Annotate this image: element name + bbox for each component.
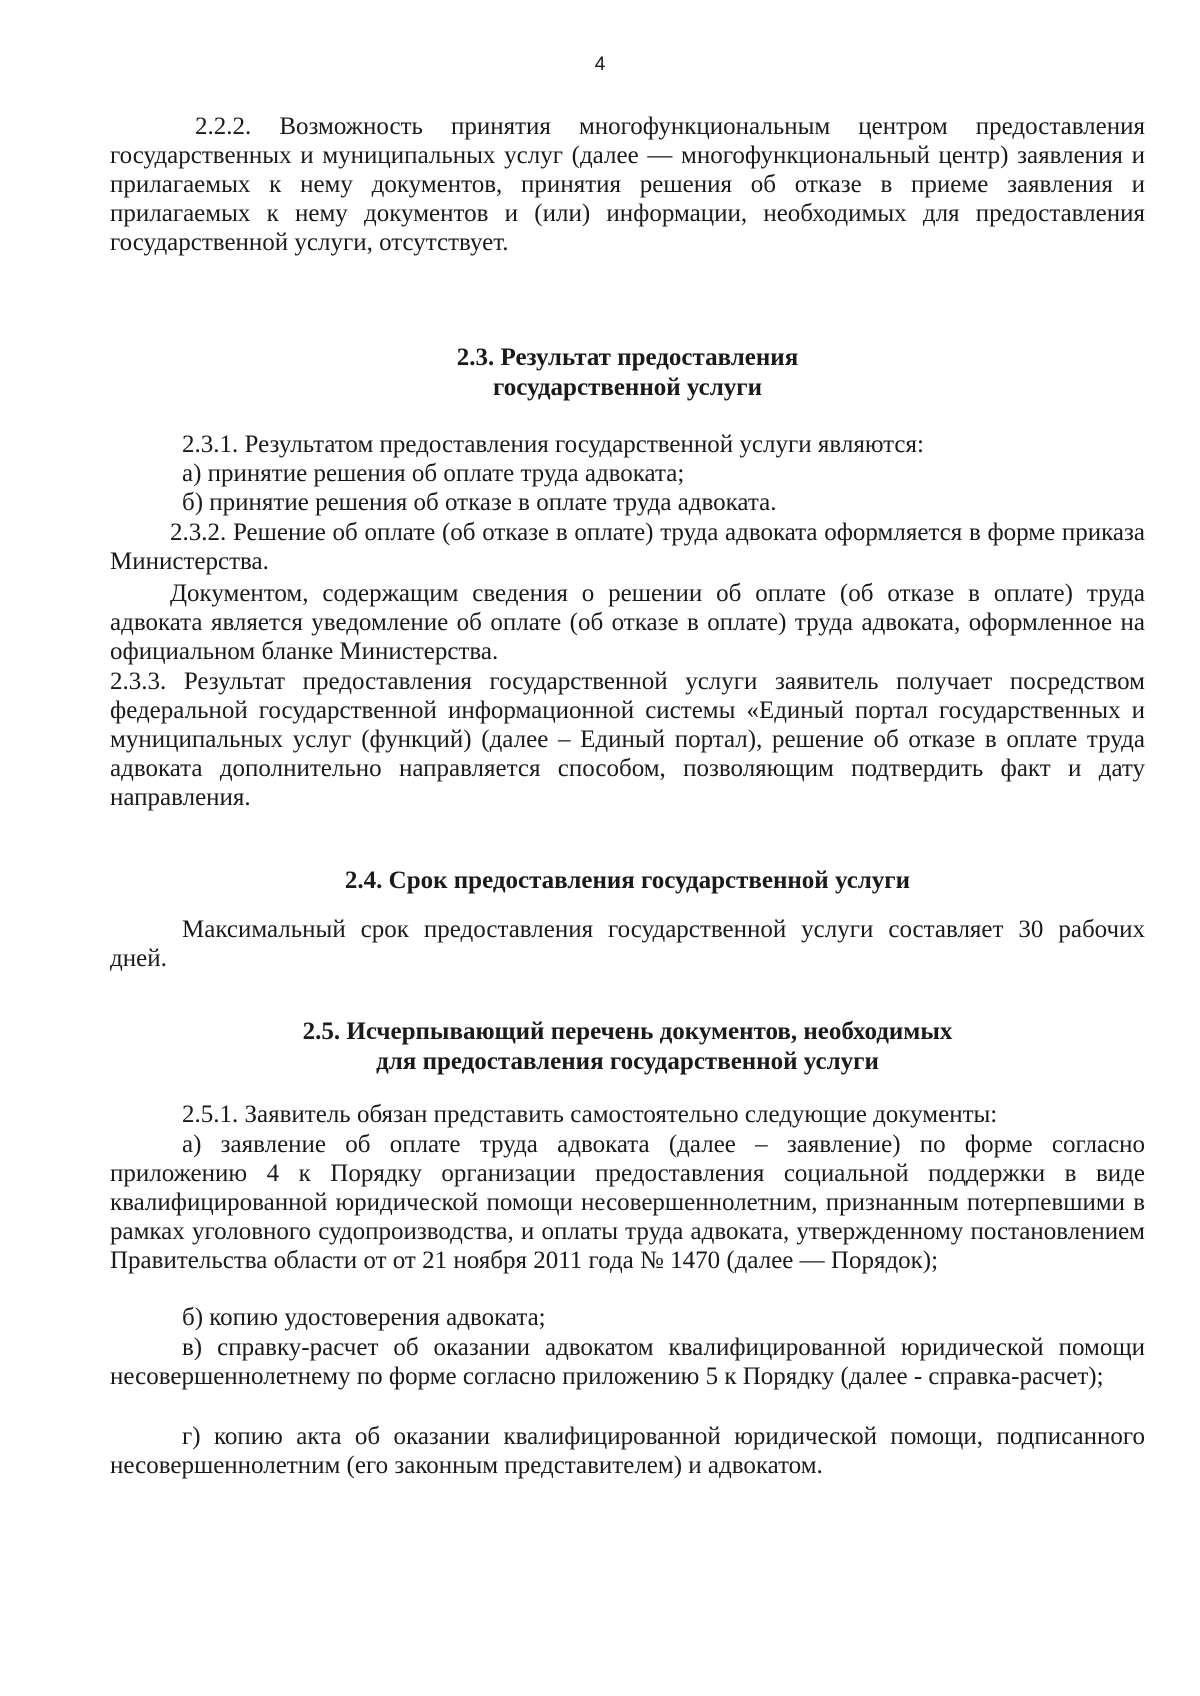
paragraph-2-3-1: 2.3.1. Результатом предоставления государственной услуги являются: xyxy=(182,431,924,458)
paragraph-2-2-2: 2.2.2. Возможность принятия многофункциональным центром предоставления государственных и муниципальных услуг (далее — многофункциональный центр) заявления и прилагаемых к нему документов, принятия решения об отказе в приеме заявления и прилагаемых к нему документов и (или) информации, необходимых для предоставления государственной услуги, отсутствует. xyxy=(110,113,1145,256)
paragraph-2-5-1-b: б) копию удостоверения адвоката; xyxy=(182,1304,546,1331)
paragraph-2-3-3: 2.3.3. Результат предоставления государственной услуги заявитель получает посредством федеральной государственной информационной системы «Единый портал государственных и муниципальных услуг (функций) (далее – Единый портал), решение об отказе в оплате труда адвоката дополнительно направляется способом, позволяющим подтвердить факт и дату направления. xyxy=(110,668,1145,811)
heading-2-3-line2: государственной услуги xyxy=(492,374,763,401)
paragraph-2-4: Максимальный срок предоставления государственной услуги составляет 30 рабочих дней. xyxy=(110,916,1145,972)
paragraph-2-3-1-a: а) принятие решения об оплате труда адвоката; xyxy=(182,460,685,487)
heading-2-5 xyxy=(110,1017,1145,1077)
paragraph-2-3-1-b: б) принятие решения об отказе в оплате труда адвоката. xyxy=(182,489,777,516)
heading-2-5-line2: для предоставления государственной услуги xyxy=(376,1048,879,1075)
heading-2-5-line1: 2.5. Исчерпывающий перечень документов, необходимых xyxy=(302,1018,953,1045)
page-number: 4 xyxy=(594,54,606,75)
heading-2-4: 2.4. Срок предоставления государственной услуги xyxy=(344,867,911,894)
paragraph-2-5-1-v: в) справку-расчет об оказании адвокатом квалифицированной юридической помощи несовершеннолетнему по форме согласно приложению 5 к Порядку (далее - справка-расчет); xyxy=(110,1334,1145,1390)
paragraph-2-5-1: 2.5.1. Заявитель обязан представить самостоятельно следующие документы: xyxy=(182,1101,998,1128)
paragraph-2-5-1-a: а) заявление об оплате труда адвоката (далее – заявление) по форме согласно приложению 4 к Порядку организации предоставления социальной поддержки в виде квалифицированной юридической помощи несовершеннолетним, признанным потерпевшими в рамках уголовного судопроизводства, и оплаты труда адвоката, утвержденному постановлением Правительства области от от 21 ноября 2011 года № 1470 (далее — Порядок); xyxy=(110,1131,1145,1274)
paragraph-2-5-1-g: г) копию акта об оказании квалифицированной юридической помощи, подписанного несовершеннолетним (его законным представителем) и адвокатом. xyxy=(110,1423,1145,1479)
heading-2-3-line1: 2.3. Результат предоставления xyxy=(456,344,799,371)
heading-2-3 xyxy=(110,343,1145,403)
paragraph-2-3-2-document: Документом, содержащим сведения о решении об оплате (об отказе в оплате) труда адвоката является уведомление об оплате (об отказе в оплате) труда адвоката, оформленное на официальном бланке Министерства. xyxy=(110,580,1145,665)
paragraph-2-3-2: 2.3.2. Решение об оплате (об отказе в оплате) труда адвоката оформляется в форме приказа Министерства. xyxy=(110,519,1145,575)
